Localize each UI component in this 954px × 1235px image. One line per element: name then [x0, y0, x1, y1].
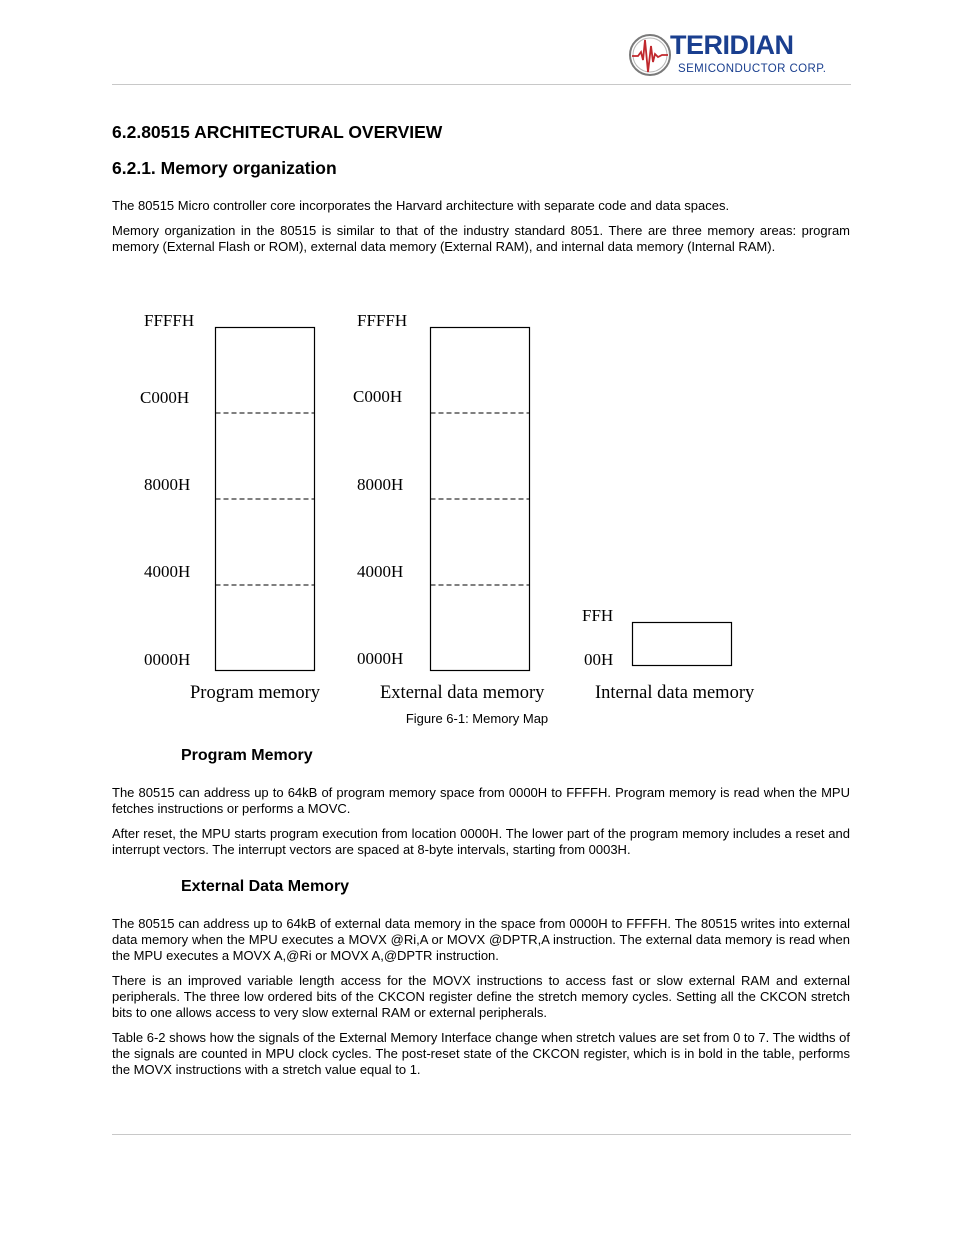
paragraph: There is an improved variable length access for the MOVX instructions to access fast or slow external RAM and external peripherals. The three low ordered bits of the CKCON register define the stretch memory cycles. Setting all the CKCON stretch bits to one allows access to very slow external RAM or external peripherals. — [112, 973, 850, 1020]
paragraph: The 80515 can address up to 64kB of external data memory in the space from 0000H to FFFFH. The 80515 writes into external data memory when the MPU executes a MOVX @Ri,A or MOVX @DPTR,A instruction. The external data memory is read when the MPU executes a MOVX A,@Ri or MOVX A,@DPTR instruction. — [112, 916, 850, 963]
program-addr-ffff: FFFFH — [144, 311, 195, 330]
internal-memory-title: Internal data memory — [595, 683, 755, 703]
external-addr-0000: 0000H — [357, 649, 404, 668]
header-divider — [112, 84, 851, 85]
external-addr-8000: 8000H — [357, 475, 404, 494]
paragraph: Table 6-2 shows how the signals of the External Memory Interface change when stretch values are set from 0 to 7. The widths of the signals are counted in MPU clock cycles. The post-reset state of the CKCON register, which is in bold in the table, performs the MOVX instructions with a stretch value equal to 1. — [112, 1030, 850, 1077]
figure-caption: Figure 6-1: Memory Map — [405, 711, 549, 726]
program-addr-8000: 8000H — [144, 475, 191, 494]
external-data-memory-heading: External Data Memory — [181, 878, 350, 895]
external-memory-title: External data memory — [380, 683, 545, 703]
program-addr-4000: 4000H — [144, 562, 191, 581]
internal-addr-ff: FFH — [582, 606, 614, 625]
program-memory-block — [212, 324, 320, 676]
program-memory-title: Program memory — [190, 683, 320, 703]
external-addr-c000: C000H — [353, 387, 403, 406]
paragraph: Memory organization in the 80515 is similar to that of the industry standard 8051. There are three memory areas: program memory (External Flash or ROM), external data memory (External RAM), and internal data memory (Internal RAM). — [112, 223, 850, 254]
company-subtitle: SEMICONDUCTOR CORP. — [678, 63, 827, 75]
program-memory-heading: Program Memory — [181, 747, 313, 764]
company-logo — [628, 30, 832, 80]
paragraph: The 80515 can address up to 64kB of program memory space from 0000H to FFFFH. Program memory is read when the MPU fetches instructions or performs a MOVC. — [112, 785, 850, 816]
paragraph: After reset, the MPU starts program execution from location 0000H. The lower part of the program memory includes a reset and interrupt vectors. The interrupt vectors are spaced at 8-byte intervals, starting from 0003H. — [112, 826, 850, 857]
footer-divider — [112, 1134, 851, 1135]
company-name: TERIDIAN — [670, 30, 794, 60]
internal-addr-00: 00H — [584, 650, 614, 669]
external-memory-block — [427, 324, 535, 676]
subsection-title: 6.2.1. Memory organization — [112, 158, 337, 178]
external-addr-4000: 4000H — [357, 562, 404, 581]
section-title: 6.2.80515 ARCHITECTURAL OVERVIEW — [112, 122, 443, 142]
internal-memory-block — [629, 619, 737, 671]
paragraph: The 80515 Micro controller core incorporates the Harvard architecture with separate code and data spaces. — [112, 198, 730, 213]
program-addr-0000: 0000H — [144, 650, 191, 669]
external-addr-ffff: FFFFH — [357, 311, 408, 330]
program-addr-c000: C000H — [140, 388, 190, 407]
logo-waveform-icon — [628, 32, 672, 78]
